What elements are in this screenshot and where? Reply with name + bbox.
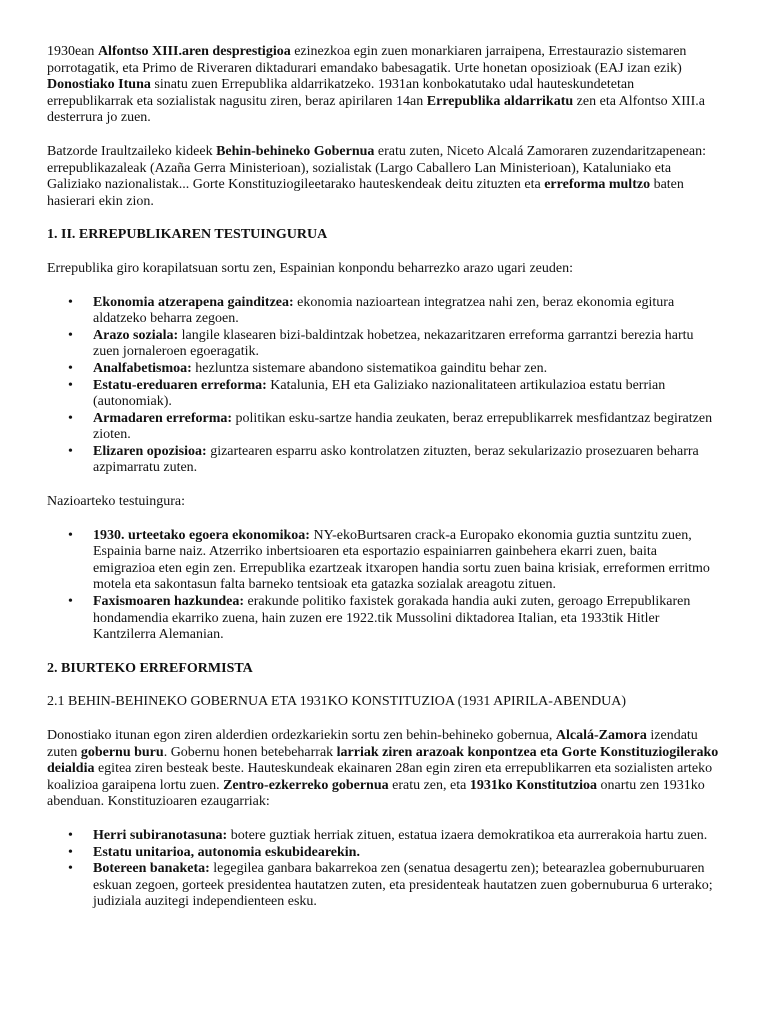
list-item — [93, 528, 722, 594]
text-run: ezinezkoa egin zuen monarkiaren jarraipena, Errestaurazio sistemaren porrotagatik, eta Primo de Riveraren diktadurari emandako babesagatik. Urte honetan oposizioak (EAJ izan ezik) — [47, 44, 687, 76]
list-item-label: Armadaren erreforma: — [93, 410, 233, 426]
list-item-text: NY-ekoBurtsaren crack-a Europako ekonomia guztia suntzitu zuen, Espainia barne naiz. Atzerriko inbertsioaren eta esportazio espainiarren gainbehera ekarri zuen, baita emigrazioa eten egin zen. Errepublika ezartzeak itxaropen handia sortu zuen baina krisiak, erreformen erritmo motela eta sakontasun falta barneko tentsioak eta gatazka sozialak areagotu zituen. — [93, 527, 710, 593]
list-item-text: ekonomia nazioartean integratzea nahi zen, beraz ekonomia egitura aldatzeko beharra zegoen. — [93, 294, 675, 327]
text-run: eratu zuten, Niceto Alcalá Zamoraren zuzendaritzapenean: errepublikazaleak (Azaña Gerra Ministerioan), sozialistak (Largo Caballero Lan Ministerioan), Kataluniako eta Galiziako nazionalistak... Gorte Konstituziogileetarako hauteskendeak deitu zituzten eta — [47, 143, 706, 193]
bold-text: Behin-behineko Gobernua — [216, 143, 375, 159]
list-item — [93, 828, 722, 845]
list-item-label: Ekonomia atzerapena gainditzea: — [93, 294, 294, 310]
list-item-text: hezluntza sistemare abandono sistematikoa gainditu behar zen. — [191, 360, 548, 376]
bold-text: larriak ziren arazoak konpontzea eta Gorte Konstituziogilerako deialdia — [47, 744, 719, 777]
bold-text: Alfontso XIII.aren desprestigioa — [97, 44, 291, 59]
paragraph-intro-2 — [47, 144, 722, 210]
list-item-text: botere guztiak herriak zituen, estatua izaera demokratikoa eta aurrerakoia hartu zuen. — [227, 827, 708, 843]
list-item — [93, 295, 722, 328]
bold-text: Zentro-ezkerreko gobernua — [223, 777, 389, 793]
list-item — [93, 328, 722, 361]
paragraph-context: Errepublika giro korapilatsuan sortu zen, Espainian konpondu beharrezko arazo ugari zeuden: — [47, 260, 573, 276]
list-item-label: Estatu unitarioa, autonomia eskubidearekin. — [93, 844, 360, 860]
list-item-label: Faxismoaren hazkundea: — [93, 594, 245, 610]
list-item-label: Estatu-ereduaren erreforma: — [93, 377, 267, 393]
text-run: Batzorde Iraultzaileko kideek — [47, 143, 217, 159]
text-run: zen eta Alfontso XIII.a desterrura jo zuen. — [47, 93, 705, 126]
list-item-label: 1930. urteetako egoera ekonomikoa: — [93, 527, 310, 543]
text-run: baten hasierari ekin zion. — [47, 177, 684, 209]
text-run: izendatu zuten — [47, 728, 698, 760]
bold-text: erreforma multzo — [544, 177, 651, 193]
list-item-label: Botereen banaketa: — [93, 861, 210, 877]
bold-text: Errepublika aldarrikatu — [426, 93, 574, 109]
constitution-features-list — [47, 828, 722, 911]
section-heading-1: 1. II. ERREPUBLIKAREN TESTUINGURUA — [47, 227, 328, 243]
list-item-text: gizartearen esparru asko kontrolatzen zituzten, beraz sekularizazio prosezuaren beharra azpimarratu zuten. — [93, 443, 699, 476]
list-item — [93, 845, 722, 862]
text-run: sinatu zuen Errepublika aldarrikatzeko. 1931an konbokatutako udal hauteskundetetan errepublikarrak eta sozialistak nagusitu ziren, beraz apirilaren 14an — [47, 77, 635, 109]
text-run: Donostiako itunan egon ziren alderdien ordezkariekin sortu zen behin-behineko gobernua, — [47, 728, 556, 743]
bold-text: 1931ko Konstitutzioa — [469, 777, 598, 793]
list-item-label: Herri subiranotasuna: — [93, 827, 228, 843]
list-item — [93, 378, 722, 411]
text-run: 1930ean — [47, 44, 98, 59]
list-item — [93, 361, 722, 378]
bold-text: Alcalá-Zamora — [555, 728, 647, 743]
problems-list — [47, 295, 722, 478]
subsection-heading: 2.1 BEHIN-BEHINEKO GOBERNUA ETA 1931KO KONSTITUZIOA (1931 APIRILA-ABENDUA) — [47, 694, 627, 710]
text-run: . Gobernu honen betebeharrak — [163, 744, 337, 760]
international-list — [47, 528, 722, 644]
list-item-text: politikan esku-sartze handia zeukaten, beraz errepublikarrek mesfidantzaz begiratzen zioten. — [93, 410, 713, 443]
list-item — [93, 411, 722, 444]
section-heading-2: 2. BIURTEKO ERREFORMISTA — [47, 660, 253, 676]
list-item-label: Analfabetismoa: — [93, 360, 192, 376]
paragraph-government — [47, 728, 722, 811]
list-item — [93, 594, 722, 644]
bold-text: Donostiako Ituna — [47, 77, 151, 93]
list-item-text: Katalunia, EH eta Galiziako nazionalitateen artikulazioa estatu berrian (autonomiak). — [93, 377, 666, 410]
bold-text: gobernu buru — [80, 744, 164, 760]
list-item — [93, 861, 722, 911]
list-item — [93, 444, 722, 477]
text-run: onartu zen 1931ko abenduan. Konstituzioaren ezaugarriak: — [47, 777, 705, 810]
text-run: egitea ziren besteak beste. Hauteskundeak ekainaren 28an egin ziren eta errepublikarren eta sozialisten arteko koalizioa garaipena lortu zuen. — [47, 761, 713, 793]
paragraph-international: Nazioarteko testuingura: — [47, 494, 186, 510]
list-item-text: erakunde politiko faxistek gorakada handia auki zuten, geroago Errepublikaren hondamendia ekarriko zuena, hain zuzen ere 1922.tik Mussolini diktadorea Italian, eta 1933tik Hitler Kantzilerra Alemanian. — [93, 594, 691, 643]
text-run: eratu zen, eta — [388, 777, 470, 793]
paragraph-intro-1 — [47, 44, 722, 127]
list-item-label: Elizaren opozisioa: — [93, 443, 207, 459]
list-item-text: legegilea ganbara bakarrekoa zen (senatua desagertu zen); betearazlea gobernuburuaren eskuan zegoen, gorteek presidentea hautatzen zuten, eta presidenteak hautatzen zuen gobernuburua 6 urterako; judiziala auzitegi independienteen esku. — [93, 861, 713, 910]
list-item-label: Arazo soziala: — [93, 327, 179, 343]
list-item-text: langile klasearen bizi-baldintzak hobetzea, nekazaritzaren erreforma garrantzi berezia hartu zuen jornaleroen egoeragatik. — [93, 327, 694, 360]
